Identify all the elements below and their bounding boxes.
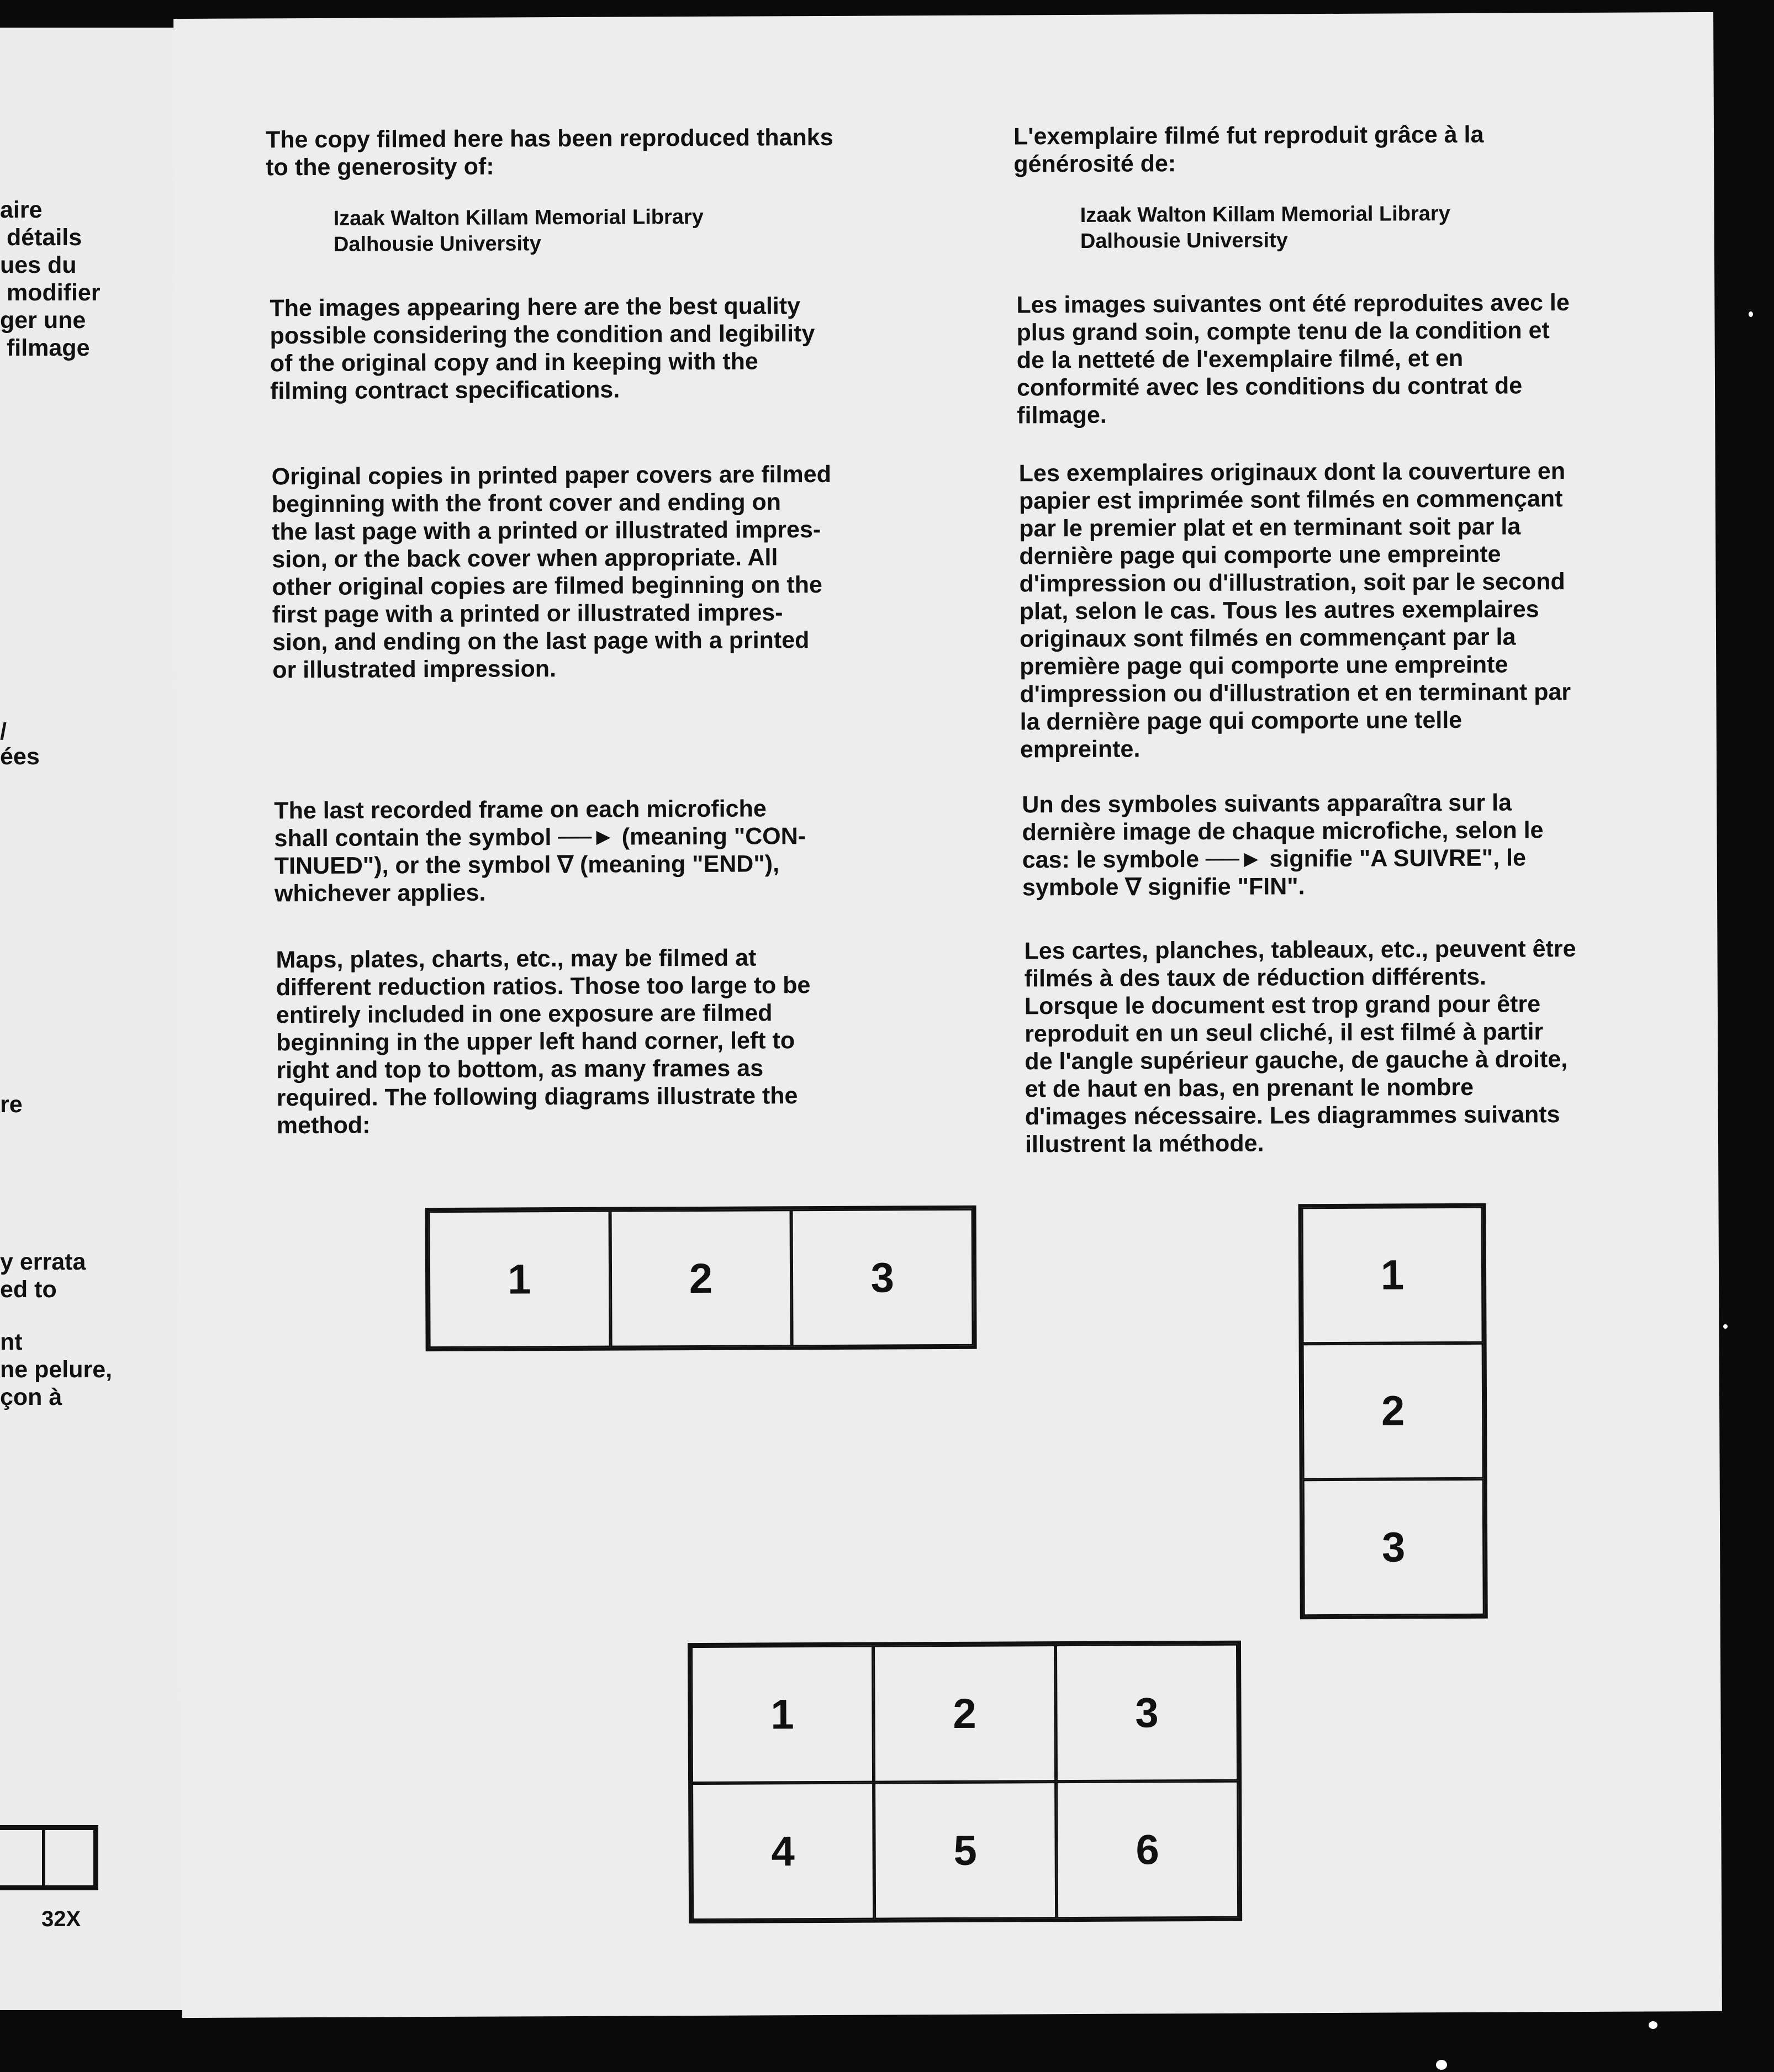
- left-text-fragment: /: [0, 718, 7, 745]
- film-speck: [1749, 311, 1753, 317]
- film-speck: [1436, 2060, 1447, 2070]
- english-maps: Maps, plates, charts, etc., may be filmed at different reduction ratios. Those too large to be entirely included in one exposure are filmed beginning in the upper left hand corner, left to right and top to bottom, as many frames as required. The following diagrams illustrate the method:: [276, 944, 811, 1139]
- french-intro: L'exemplaire filmé fut reproduit grâce à la générosité de:: [1013, 121, 1484, 178]
- frame-cell: 3: [791, 1209, 974, 1346]
- reduction-label: 32X: [41, 1907, 81, 1931]
- left-text-fragment: çon à: [0, 1384, 62, 1410]
- english-library: Izaak Walton Killam Memorial Library Dalhousie University: [333, 205, 704, 256]
- left-text-fragment: ed to: [0, 1276, 57, 1303]
- left-text-fragment: ues du: [0, 252, 77, 278]
- grid-frame-diagram: [688, 1641, 1242, 1923]
- vertical-frame-diagram: [1298, 1203, 1487, 1619]
- reduction-scale-box: [0, 1825, 98, 1890]
- frame-cell: 5: [874, 1782, 1057, 1919]
- frame-cell: 2: [610, 1209, 792, 1347]
- frame-cell: 4: [691, 1783, 874, 1920]
- english-intro: The copy filmed here has been reproduced thanks to the generosity of:: [265, 124, 833, 181]
- french-symbols: Un des symboles suivants apparaîtra sur la dernière image de chaque microfiche, selon le cas: le symbole ──► signifie "A SUIVRE", le symbole ∇ signifie "FIN".: [1022, 789, 1544, 901]
- left-text-fragment: aire: [0, 197, 43, 223]
- left-text-fragment: ne pelure,: [0, 1356, 113, 1383]
- english-symbols: The last recorded frame on each microfiche shall contain the symbol ──► (meaning "CON- TINUED"), or the symbol ∇ (meaning "END"), whichever applies.: [274, 795, 806, 907]
- french-covers: Les exemplaires originaux dont la couverture en papier est imprimée sont filmés en commençant par le premier plat et en terminant soit par la dernière page qui comporte une empreinte d'impression ou d'illustration, soit par le second plat, selon le cas. Tous les autres exemplaires originaux sont filmés en commençant par la première page qui comporte une empreinte d'impression ou d'illustration et en terminant par la dernière page qui comporte une telle empreinte.: [1018, 458, 1571, 763]
- film-speck: [1649, 2021, 1657, 2029]
- main-page: [173, 12, 1722, 2018]
- frame-cell: 1: [429, 1211, 611, 1348]
- left-text-fragment: filmage: [0, 335, 90, 361]
- left-text-fragment: ées: [0, 743, 40, 770]
- frame-cell: 1: [1302, 1207, 1483, 1344]
- frame-cell: 3: [1055, 1644, 1238, 1782]
- english-covers: Original copies in printed paper covers are filmed beginning with the front cover and ending on the last page with a printed or illustrated impres- sion, or the back cover when appropriate. All other original copies are filmed beginning on the first page with a printed or illustrated impres- sion, and ending on the last page with a printed or illustrated impression.: [271, 461, 832, 684]
- horizontal-frame-diagram: [425, 1206, 977, 1351]
- film-speck: [1723, 1324, 1728, 1329]
- frame-cell: 2: [1302, 1342, 1484, 1479]
- french-quality: Les images suivantes ont été reproduites avec le plus grand soin, compte tenu de la condition et de la netteté de l'exemplaire filmé, et en conformité avec les conditions du contrat de filmage.: [1016, 289, 1570, 429]
- english-quality: The images appearing here are the best quality possible considering the condition and legibility of the original copy and in keeping with the filming contract specifications.: [270, 293, 815, 405]
- left-text-fragment: re: [0, 1091, 23, 1118]
- left-text-fragment: ger une: [0, 307, 86, 334]
- frame-cell: 1: [691, 1646, 874, 1783]
- french-library: Izaak Walton Killam Memorial Library Dalhousie University: [1080, 202, 1450, 253]
- frame-cell: 6: [1056, 1781, 1239, 1918]
- left-text-fragment: modifier: [0, 279, 101, 306]
- frame-cell: 3: [1303, 1479, 1485, 1616]
- french-maps: Les cartes, planches, tableaux, etc., peuvent être filmés à des taux de réduction différents. Lorsque le document est trop grand pour être reproduit en un seul cliché, il est filmé à partir de l'angle supérieur gauche, de gauche à droite, et de haut en bas, en prenant le nombre d'images nécessaire. Les diagrammes suivants illustrent la méthode.: [1024, 935, 1576, 1158]
- left-text-fragment: nt: [0, 1329, 23, 1355]
- frame-cell: 2: [873, 1645, 1056, 1782]
- left-text-fragment: détails: [0, 224, 82, 251]
- left-page-fragment: [0, 28, 183, 2010]
- left-text-fragment: y errata: [0, 1249, 86, 1275]
